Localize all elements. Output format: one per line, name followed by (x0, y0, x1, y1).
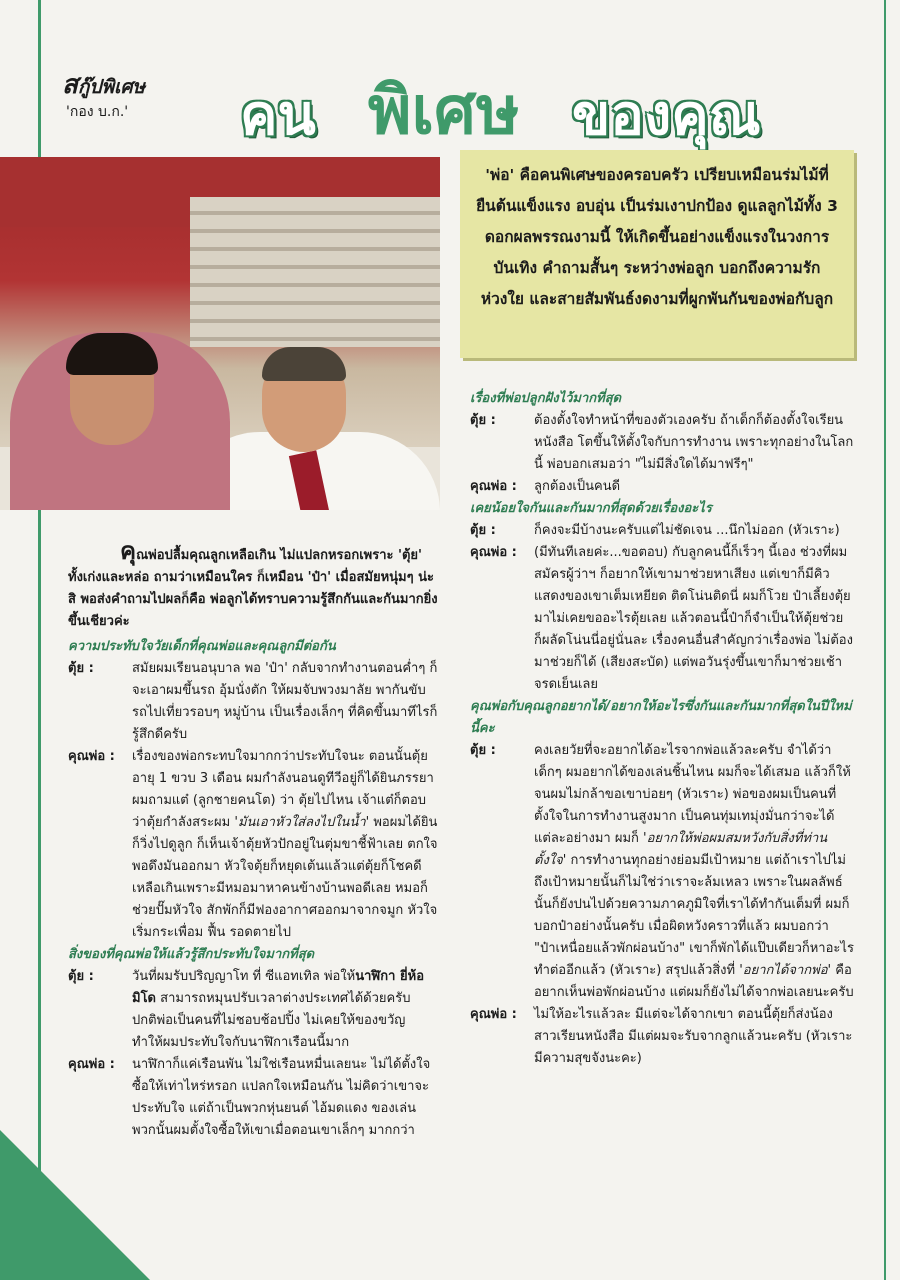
right-column (470, 388, 854, 1070)
article-title (240, 58, 820, 149)
answer-text-part: เรื่องของพ่อกระทบใจมากกว่าประทับใจนะ ตอนนั้นตุ้ยอายุ 1 ขวบ 3 เดือน ผมกำลังนอนดูทีวีอยู่ก็ได้ยินภรรยาผมถามแต๋ (ลูกชายคนโต) ว่า ตุ้ยไปไหน เจ้าแต๋ก็ตอบว่าตุ้ยกำลังสระผม (132, 749, 434, 830)
answer-quote: 'อยากให้พ่อผมสมหวังกับสิ่งที่ท่านตั้งใจ' (534, 831, 828, 868)
answer-block (68, 966, 438, 1054)
speaker-label: ตุ้ย : (470, 413, 496, 428)
answer-block (68, 1054, 438, 1142)
photo-shelf (190, 197, 440, 347)
speaker-label: คุณพ่อ : (68, 1057, 115, 1072)
answer-block (470, 410, 854, 476)
cover-photo (0, 157, 440, 510)
answer-text-part: คือ อยากเห็นพ่อพักผ่อนบ้าง แต่ผมก็ยังไม่ได้จากพ่อเลยนะครับ (534, 963, 854, 1000)
corner-decoration (0, 1130, 150, 1280)
intro-text: 'พ่อ' คือคนพิเศษของครอบครัว เปรียบเหมือนร่มไม้ที่ยืนต้นแข็งแรง อบอุ่น เป็นร่มเงาปกป้อง ดูแลลูกไม้ทั้ง 3 ดอกผลพรรณงามนี้ ให้เกิดขึ้นอย่างแข็งแรงในวงการบันเทิง คำถามสั้นๆ ระหว่างพ่อลูก บอกถึงความรัก ห่วงใย และสายสัมพันธ์งดงามที่ผูกพันกันของพ่อกับลูก (476, 166, 838, 308)
answer-text (132, 746, 438, 944)
section-tag-initial: ส (62, 70, 78, 100)
question-heading-4: เคยน้อยใจกันและกันมากที่สุดด้วยเรื่องอะไร (470, 501, 712, 516)
answer-text: นาฬิกาก็แค่เรือนพัน ไม่ใช่เรือนหมื่นเลยนะ ไม่ได้ตั้งใจซื้อให้เท่าไหร่หรอก แปลกใจเหมือนกัน ไม่คิดว่าเขาจะประทับใจ แต่ถ้าเป็นพวกหุ่นยนต์ ไอ้มดแดง ของเล่นพวกนั้นผมตั้งใจซื้อให้เขาเมื่อตอนเขาเล็กๆ มากกว่า (132, 1057, 431, 1138)
answer-text: ก็คงจะมีบ้างนะครับแต่ไม่ชัดเจน ...นึกไม่ออก (หัวเราะ) (534, 523, 840, 538)
question-heading-1: ความประทับใจวัยเด็กที่คุณพ่อและคุณลูกมีต่อกัน (68, 639, 336, 654)
title-part-2: พิเศษ (368, 71, 520, 149)
father-hair (262, 347, 346, 381)
answer-text-part: พอผมได้ยินก็วิ่งไปดูลูก ก็เห็นเจ้าตุ้ยหัวปักอยู่ในตุ่มขาชี้ฟ้าเลย ตกใจ พอดึงมันออกมา หัวใจตุ้ยก็หยุดเต้นแล้วแต่ตุ้ยก็โชคดีเหลือเกินเพราะมีหมอมาหาคนข้างบ้านพอดีเลย หมอก็ช่วยปั๊มหัวใจ สักพักก็มีฟองอากาศออกมาจากจมูก หัวใจเริ่มกระเพื่อม ฟื้น รอดตายไป (132, 815, 438, 940)
lead-paragraph (68, 537, 438, 633)
intro-box (460, 150, 854, 358)
answer-block (470, 1004, 854, 1070)
answer-text: ลูกต้องเป็นคนดี (534, 479, 621, 494)
answer-text: (มีทันทีเลยค่ะ...ขอตอบ) กับลูกคนนี้ก็เร็วๆ นี้เอง ช่วงที่ผมสมัครผู้ว่าฯ ก็อยากให้เขามาช่วยหาเสียง แต่เขาก็มีคิวแสดงของเขาเต็มเหยียด ติดโน่นติดนี่ ผมก็โวย ป๋าเลี้ยงตุ้ยมาไม่เคยขออะไรตุ้ยเลย แล้วตอนนี้ป๋าก็จำเป็นให้ตุ้ยช่วย ก็ผลัดโน่นนี่อยู่นั่นละ เรื่องคนอื่นสำคัญกว่าเรื่องพ่อ ไม่ต้องมาช่วยก็ได้ (เสียงสะบัด) แต่พอวันรุ่งขึ้นเขาก็มาช่วยเช้าจรดเย็นเลย (534, 545, 853, 692)
answer-text: ต้องตั้งใจทำหน้าที่ของตัวเองครับ ถ้าเด็กก็ต้องตั้งใจเรียนหนังสือ โตขึ้นให้ตั้งใจกับการทำงาน เพราะทุกอย่างในโลกนี้ พ่อบอกเสมอว่า "ไม่มีสิ่งใดได้มาฟรีๆ" (534, 413, 854, 472)
son-hair (66, 333, 158, 375)
speaker-label: ตุ้ย : (68, 661, 94, 676)
speaker-label: ตุ้ย : (470, 523, 496, 538)
answer-block (470, 542, 854, 696)
question-heading-2: สิ่งของที่คุณพ่อให้แล้วรู้สึกประทับใจมากที่สุด (68, 947, 315, 962)
left-column (68, 537, 438, 1142)
title-part-1: คน (240, 82, 316, 148)
speaker-label: คุณพ่อ : (68, 749, 115, 764)
answer-quote: 'มันเอาหัวใส่ลงไปในน้ำ' (234, 815, 370, 830)
section-tag (62, 64, 145, 105)
answer-text (132, 966, 438, 1054)
answer-text-part: คงเลยวัยที่จะอยากได้อะไรจากพ่อแล้วละครับ จำได้ว่าเด็กๆ ผมอยากได้ของเล่นชิ้นไหน ผมก็จะได้เสมอ แล้วก็ให้จนผมไม่กล้าขอเขาบ่อยๆ (หัวเราะ) พ่อของผมเป็นคนที่ตั้งใจในการทำงานสูงมาก เป็นคนทุ่มเทมุ่งมั่นกว่าจะได้แต่ละอย่างมา ผมก็ (534, 743, 851, 846)
speaker-label: ตุ้ย : (68, 969, 94, 984)
speaker-label: คุณพ่อ : (470, 479, 517, 494)
answer-block (470, 520, 854, 542)
byline: 'กอง บ.ก.' (66, 104, 129, 120)
answer-block (68, 658, 438, 746)
answer-text: ไม่ให้อะไรแล้วละ มีแต่จะได้จากเขา ตอนนี้ตุ้ยก็ส่งน้องสาวเรียนหนังสือ มีแต่ผมจะรับจากลูกแล้วนะครับ (หัวเราะมีความสุขจังนะคะ) (534, 1007, 853, 1066)
answer-block (470, 476, 854, 498)
answer-text (534, 740, 854, 1004)
speaker-label: ตุ้ย : (470, 743, 496, 758)
speaker-label: คุณพ่อ : (470, 1007, 517, 1022)
answer-block (470, 740, 854, 1004)
answer-quote: 'อยากได้จากพ่อ' (739, 963, 832, 978)
answer-text: สมัยผมเรียนอนุบาล พอ 'ป๋า' กลับจากทำงานตอนค่ำๆ ก็จะเอาผมขึ้นรถ อุ้มนั่งตัก ให้ผมจับพวงมาลัย พากันขับรถไปเที่ยวรอบๆ หมู่บ้าน เป็นเรื่องเล็กๆ ที่คิดขึ้นมาทีไรก็รู้สึกดีครับ (132, 661, 438, 742)
speaker-label: คุณพ่อ : (470, 545, 517, 560)
answer-text-part: สามารถหมุนปรับเวลาต่างประเทศได้ด้วยครับ ปกติพ่อเป็นคนที่ไม่ชอบช้อปปิ้ง ไม่เคยให้ของขวัญ ทำให้ผมประทับใจกับนาฬิกาเรือนนี้มาก (132, 991, 411, 1050)
lead-text: ณพ่อปลื้มคุณลูกเหลือเกิน ไม่แปลกหรอกเพราะ 'ตุ้ย' ทั้งเก่งและหล่อ ถามว่าเหมือนใคร ก็เหมือน 'ป๋า' เมื่อสมัยหนุ่มๆ น่ะสิ พอส่งคำถามไปผลก็คือ พ่อลูกได้ทราบความรู้สึกกันและกันมากยิ่งขึ้นเชียวค่ะ (68, 548, 438, 629)
title-part-3: ของคุณ (572, 82, 761, 148)
answer-text-part: การทำงานทุกอย่างย่อมมีเป้าหมาย แต่ถ้าเราไปไม่ถึงเป้าหมายนั้นก็ไม่ใช่ว่าเราจะล้มเหลว เพราะในผลลัพธ์นั้นก็ยังปนไปด้วยความภาคภูมิใจที่เราได้ทำกันเต็มที่ ผมก็บอกป๋าอย่างนั้นครับ เมื่อผิดหวังคราวที่แล้ว ผมบอกว่า "ป๋าเหนื่อยแล้วพักผ่อนบ้าง" เขาก็พักได้แป๊บเดียวก็หาอะไรทำต่ออีกแล้ว (หัวเราะ) สรุปแล้วสิ่งที่ (534, 853, 854, 978)
answer-text-part: วันที่ผมรับปริญญาโท ที่ ซีแอทเทิล พ่อให้ (132, 969, 356, 984)
answer-bold: นาฬิกา ยี่ห้อ มิโด (132, 969, 424, 1006)
question-heading-3: เรื่องที่พ่อปลูกฝังไว้มากที่สุด (470, 391, 622, 406)
right-border (884, 0, 886, 1280)
lead-drop-cap: คุ (120, 537, 137, 565)
answer-block (68, 746, 438, 944)
question-heading-5: คุณพ่อกับคุณลูกอยากได้/อยากให้อะไรซึ่งกันและกันมากที่สุดในปีใหม่นี้คะ (470, 699, 852, 736)
section-tag-rest: กู๊ปพิเศษ (77, 76, 146, 98)
